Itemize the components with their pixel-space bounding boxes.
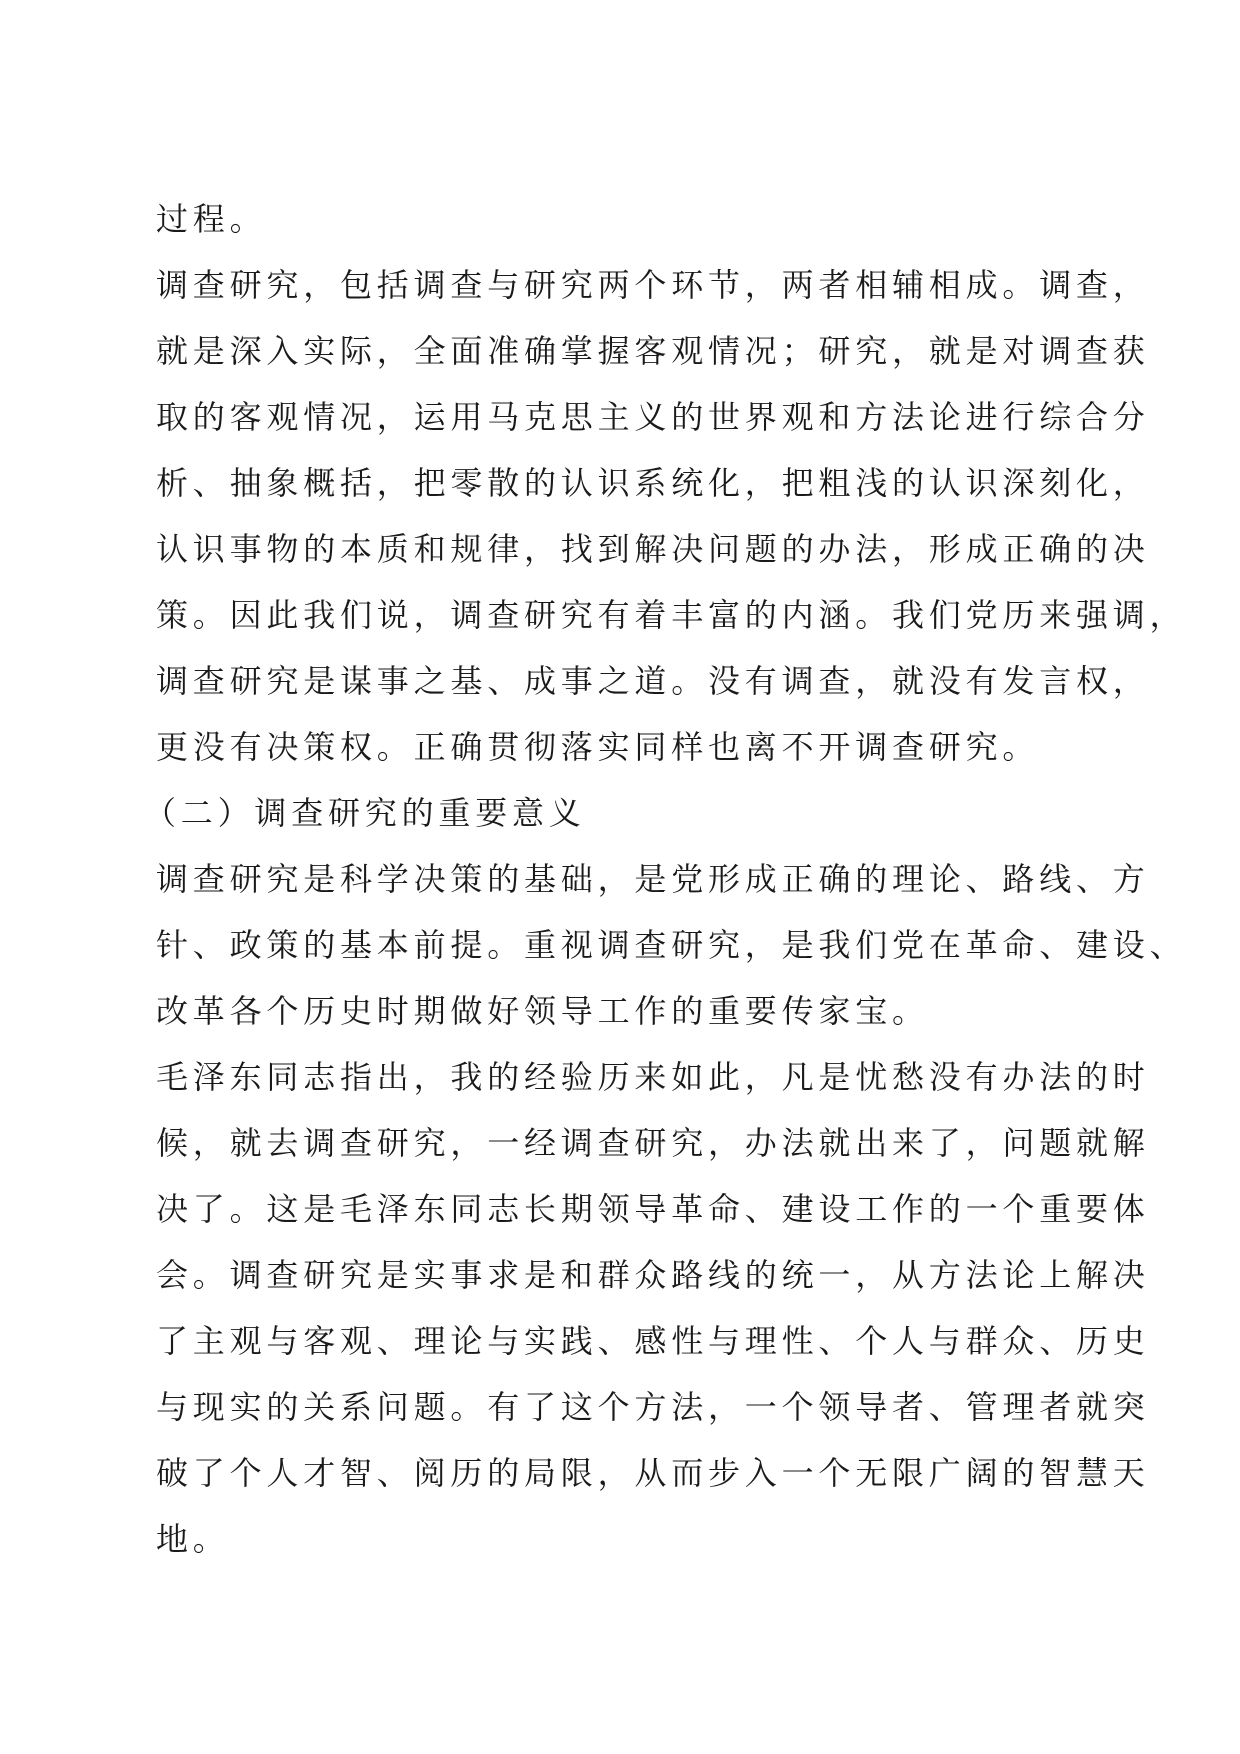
text-line: 更没有决策权。正确贯彻落实同样也离不开调查研究。 [156,728,1040,766]
text-line: 了主观与客观、理论与实践、感性与理性、个人与群众、历史 [156,1322,1150,1360]
document-body [144,186,1187,1572]
text-line: 候，就去调查研究，一经调查研究，办法就出来了，问题就解 [156,1124,1150,1162]
text-line: 策。因此我们说，调查研究有着丰富的内涵。我们党历来强调， [156,596,1187,634]
text-line: 会。调查研究是实事求是和群众路线的统一，从方法论上解决 [156,1256,1150,1294]
text-line: 就是深入实际，全面准确掌握客观情况；研究，就是对调查获 [156,332,1150,370]
text-line: 破了个人才智、阅历的局限，从而步入一个无限广阔的智慧天 [156,1454,1150,1492]
text-line: 与现实的关系问题。有了这个方法，一个领导者、管理者就突 [156,1388,1150,1426]
text-line: 析、抽象概括，把零散的认识系统化，把粗浅的认识深刻化， [156,464,1150,502]
text-line: 调查研究是谋事之基、成事之道。没有调查，就没有发言权， [156,662,1150,700]
text-line: 取的客观情况，运用马克思主义的世界观和方法论进行综合分 [156,398,1150,436]
paragraph-start-line: 毛泽东同志指出，我的经验历来如此，凡是忧愁没有办法的时 [156,1058,1150,1096]
section-heading: （二）调查研究的重要意义 [144,794,586,832]
paragraph-start-line: 调查研究是科学决策的基础，是党形成正确的理论、路线、方 [156,860,1150,898]
paragraph-start-line: 调查研究，包括调查与研究两个环节，两者相辅相成。调查， [156,266,1150,304]
text-line: 地。 [156,1520,230,1558]
text-line: 认识事物的本质和规律，找到解决问题的办法，形成正确的决 [156,530,1150,568]
text-line: 过程。 [156,200,267,238]
text-line: 针、政策的基本前提。重视调查研究，是我们党在革命、建设、 [156,926,1187,964]
text-line: 改革各个历史时期做好领导工作的重要传家宝。 [156,992,929,1030]
text-line: 决了。这是毛泽东同志长期领导革命、建设工作的一个重要体 [156,1190,1150,1228]
